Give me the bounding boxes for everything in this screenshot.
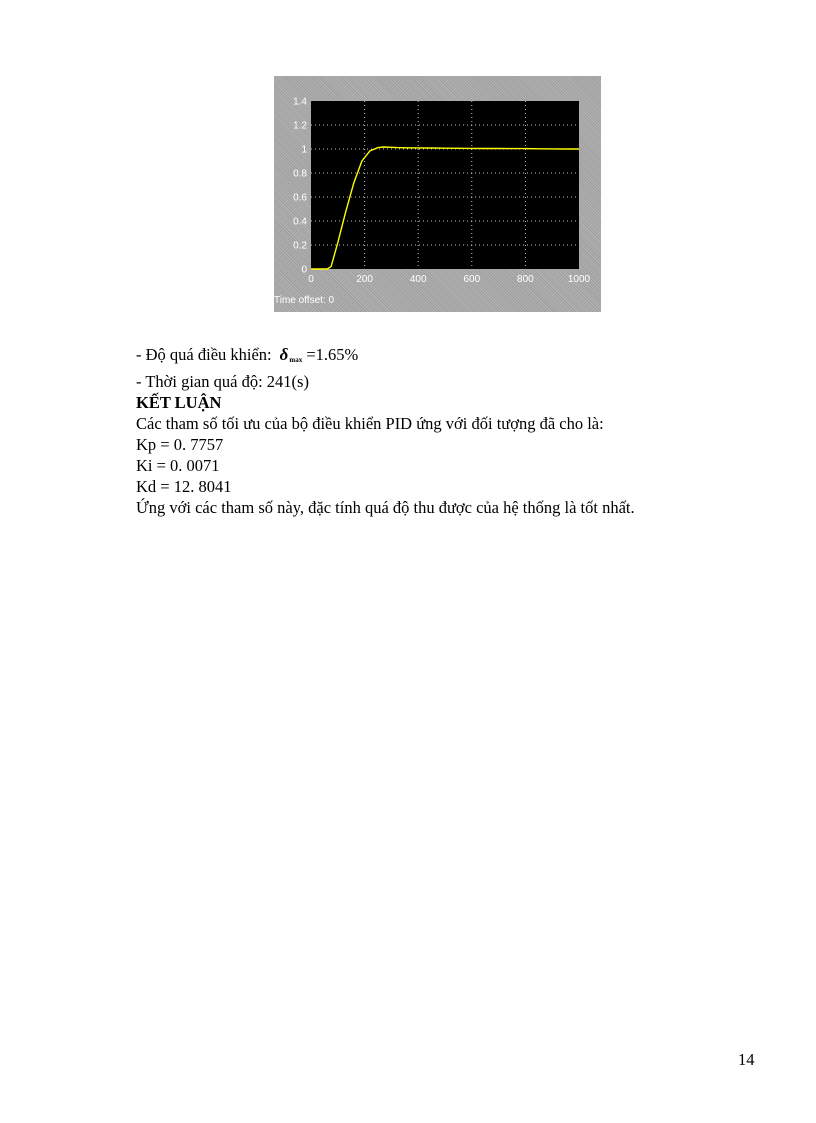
y-tick-label: 1 (301, 144, 307, 156)
x-tick-label: 800 (517, 274, 534, 285)
delta-max-symbol (280, 345, 303, 364)
conclusion-intro: Các tham số tối ưu của bộ điều khiển PID ứng với đối tượng đã cho là: (136, 414, 604, 433)
kd-value: Kd = 12. 8041 (136, 477, 232, 496)
overshoot-label: - Độ quá điều khiển: (136, 345, 272, 364)
overshoot-line (136, 344, 756, 371)
plot-area (311, 101, 579, 269)
scope-figure (274, 76, 601, 312)
y-tick-label: 1.2 (293, 120, 307, 132)
x-tick-label: 400 (409, 274, 427, 285)
x-tick-label: 0 (308, 274, 314, 285)
delta-symbol: δ (279, 345, 289, 364)
x-tick-label: 600 (463, 274, 481, 285)
overshoot-value: =1.65% (306, 345, 359, 364)
delta-subscript: max (289, 356, 303, 364)
y-tick-label: 0.8 (293, 168, 307, 180)
y-tick-label: 0.6 (293, 192, 307, 204)
document-body (136, 344, 756, 518)
y-tick-label: 0.2 (293, 240, 307, 252)
x-tick-label: 1000 (567, 274, 591, 285)
y-tick-label: 0.4 (293, 216, 307, 228)
conclusion-closing: Ứng với các tham số này, đặc tính quá độ thu được của hệ thống là tốt nhất. (136, 498, 635, 517)
time-offset-label: Time offset: 0 (274, 295, 335, 306)
y-tick-label: 0 (301, 264, 307, 276)
y-tick-label: 1.4 (293, 96, 307, 108)
x-tick-label: 200 (356, 274, 373, 285)
scope-chart (274, 76, 601, 312)
page-number: 14 (738, 1050, 755, 1069)
transient-time-line: - Thời gian quá độ: 241(s) (136, 372, 309, 391)
conclusion-heading: KẾT LUẬN (136, 393, 222, 412)
kp-value: Kp = 0. 7757 (136, 435, 224, 454)
ki-value: Ki = 0. 0071 (136, 456, 220, 475)
